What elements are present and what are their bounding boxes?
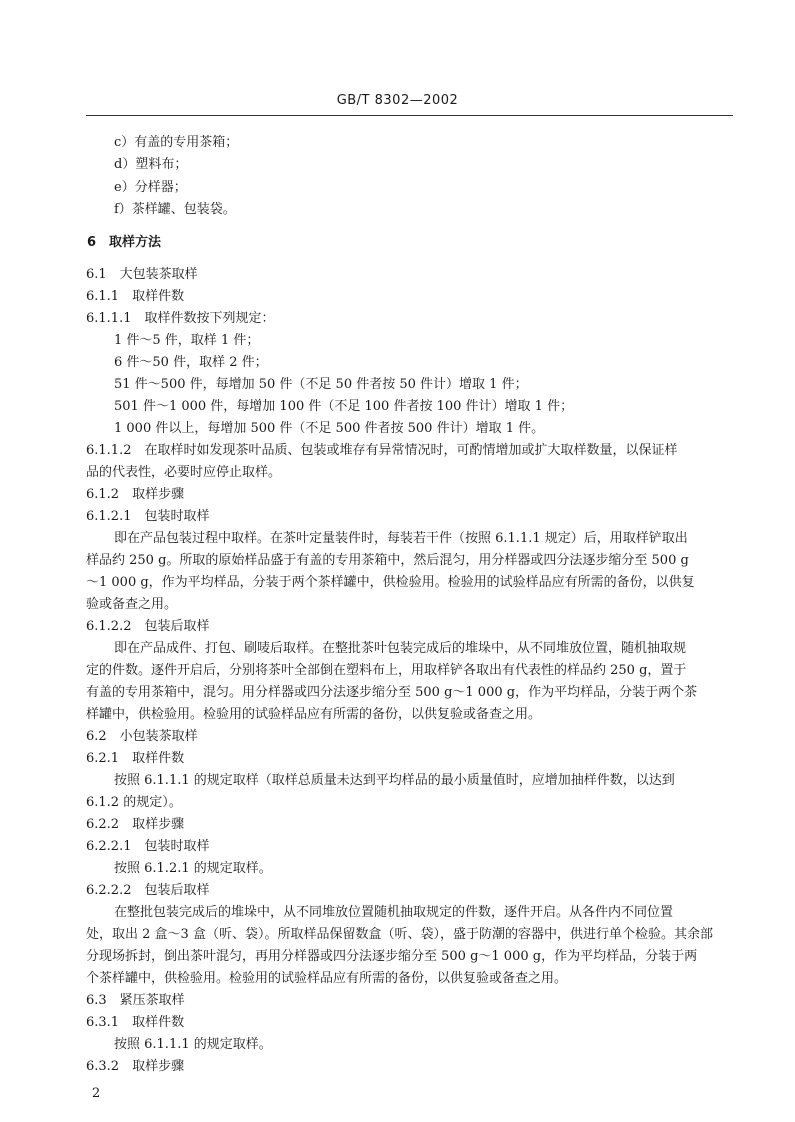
clause-heading: 6.1.2.2 包装后取样 <box>86 619 210 634</box>
paragraph-line: 样罐中，供检验用。检验用的试验样品应有所需的备份，以供复验或备查之用。 <box>86 707 542 722</box>
clause-heading: 6.1.1 取样件数 <box>86 289 185 304</box>
clause-heading: 6.2.2.1 包装时取样 <box>86 839 210 854</box>
list-item: f）茶样罐、包装袋。 <box>114 202 236 217</box>
list-item: c）有盖的专用茶箱； <box>114 135 239 150</box>
list-item: 51 件～500 件，每增加 50 件（不足 50 件者按 50 件计）增取 1 件； <box>114 377 528 392</box>
paragraph-line: 即在产品包装过程中取样。在茶叶定量装件时，每装若干件（按照 6.1.1.1 规定）后，用取样铲取出 <box>114 531 688 546</box>
paragraph-line: 品的代表性，必要时应停止取样。 <box>86 465 282 480</box>
page-number: 2 <box>92 1086 101 1101</box>
paragraph-line: 分现场拆封，倒出茶叶混匀，再用分样器或四分法逐步缩分至 500 g～1 000 g，作为平均样品，分装于两 <box>86 949 698 964</box>
paragraph-line: 在整批包装完成后的堆垛中，从不同堆放位置随机抽取规定的件数，逐件开启。从各件内不同位置 <box>114 905 674 920</box>
clause-heading: 6.1 大包装茶取样 <box>86 267 198 282</box>
list-item: 1 件～5 件，取样 1 件； <box>114 333 260 348</box>
paragraph-line: 样品约 250 g。所取的原始样品盛于有盖的专用茶箱中，然后混匀，用分样器或四分法逐步缩分至 500 g <box>86 553 689 568</box>
clause-heading: 6.2.2.2 包装后取样 <box>86 883 210 898</box>
list-item: 6 件～50 件，取样 2 件； <box>114 355 268 370</box>
clause-heading: 6.2.1 取样件数 <box>86 751 185 766</box>
paragraph-line: 个茶样罐中，供检验用。检验用的试验样品应有所需的备份，以供复验或备查之用。 <box>86 971 568 986</box>
paragraph-line: 验或备查之用。 <box>86 597 178 612</box>
paragraph-line: 有盖的专用茶箱中，混匀。用分样器或四分法逐步缩分至 500 g～1 000 g，作为平均样品，分装于两个茶 <box>86 685 698 700</box>
section-heading: 6 取样方法 <box>87 235 162 250</box>
paragraph-line: 按照 6.1.2.1 的规定取样。 <box>114 861 272 876</box>
clause-heading: 6.1.1.1 取样件数按下列规定： <box>86 311 275 326</box>
clause-heading: 6.3.2 取样步骤 <box>86 1059 185 1074</box>
paragraph-line: 即在产品成件、打包、刷唛后取样。在整批茶叶包装完成后的堆垛中，从不同堆放位置，随机抽取规 <box>114 641 687 656</box>
paragraph-line: 定的件数。逐件开启后，分别将茶叶全部倒在塑料布上，用取样铲各取出有代表性的样品约 250 g，置于 <box>86 663 687 678</box>
list-item: e）分样器； <box>114 180 187 195</box>
paragraph-line: 按照 6.1.1.1 的规定取样（取样总质量未达到平均样品的最小质量值时，应增加抽样件数，以达到 <box>114 773 675 788</box>
paragraph-line: 处，取出 2 盒～3 盒（听、袋）。所取样品保留数盒（听、袋），盛于防潮的容器中，供进行单个检验。其余部 <box>86 927 713 942</box>
list-item: d）塑料布； <box>114 157 188 172</box>
clause-heading: 6.2.2 取样步骤 <box>86 817 185 832</box>
clause-heading: 6.1.2 取样步骤 <box>86 487 185 502</box>
paragraph-line: 按照 6.1.1.1 的规定取样。 <box>114 1037 272 1052</box>
list-item: 1 000 件以上，每增加 500 件（不足 500 件者按 500 件计）增取 1 件。 <box>114 421 545 436</box>
standard-number-header: GB/T 8302—2002 <box>336 93 459 108</box>
paragraph-line: ～1 000 g，作为平均样品，分装于两个茶样罐中，供检验用。检验用的试验样品应有所需的备份，以供复 <box>86 575 695 590</box>
list-item: 501 件～1 000 件，每增加 100 件（不足 100 件者按 100 件计）增取 1 件； <box>114 399 574 414</box>
clause-heading: 6.3 紧压茶取样 <box>86 993 185 1008</box>
clause-heading: 6.2 小包装茶取样 <box>86 729 198 744</box>
paragraph-line: 6.1.2 的规定）。 <box>86 795 182 810</box>
clause-heading: 6.1.2.1 包装时取样 <box>86 509 210 524</box>
clause-heading: 6.3.1 取样件数 <box>86 1015 185 1030</box>
paragraph-line: 6.1.1.2 在取样时如发现茶叶品质、包装或堆存有异常情况时，可酌情增加或扩大取样数量，以保证样 <box>86 443 678 458</box>
